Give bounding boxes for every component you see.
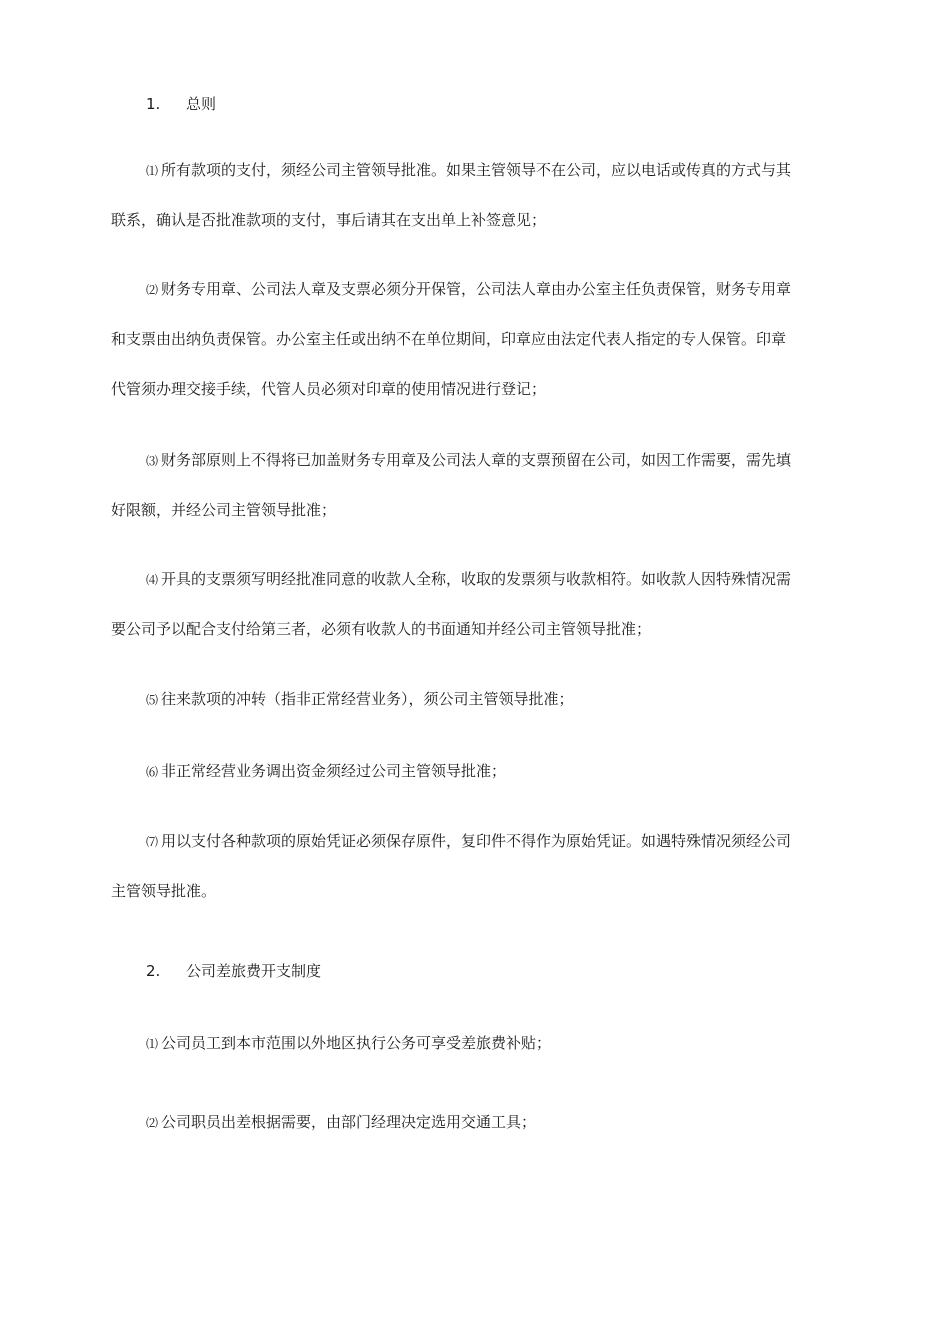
paragraph-line: 好限额，并经公司主管领导批准； <box>111 501 337 519</box>
line-text: 公司职员出差根据需要，由部门经理决定选用交通工具； <box>161 1113 537 1131</box>
item-marker: ⑶ <box>146 454 159 468</box>
paragraph-line <box>111 567 837 617</box>
item-marker: ⑷ <box>146 573 159 587</box>
section-title: 总则 <box>186 95 217 113</box>
paragraph-line <box>111 448 837 498</box>
item-marker: ⑹ <box>146 765 159 779</box>
paragraph-line <box>111 1110 837 1134</box>
item-marker: ⑺ <box>146 835 159 849</box>
paragraph-line: 主管领导批准。 <box>111 882 217 900</box>
line-text: 用以支付各种款项的原始凭证必须保存原件，复印件不得作为原始凭证。如遇特殊情况须经公司 <box>161 832 792 850</box>
line-text: 往来款项的冲转（指非正常经营业务），须公司主管领导批准； <box>161 690 574 708</box>
section-title: 公司差旅费开支制度 <box>186 962 322 980</box>
item-marker: ⑴ <box>146 1037 159 1051</box>
line-text: 非正常经营业务调出资金须经过公司主管领导批准； <box>161 762 507 780</box>
paragraph-line <box>111 1031 837 1055</box>
paragraph <box>111 1031 837 1055</box>
item-marker: ⑴ <box>146 164 159 178</box>
item-marker: ⑵ <box>146 1116 159 1130</box>
paragraph-line: 联系，确认是否批准款项的支付，事后请其在支出单上补签意见； <box>111 211 547 229</box>
paragraph <box>111 277 837 401</box>
line-text: 财务部原则上不得将已加盖财务专用章及公司法人章的支票预留在公司，如因工作需要，需先填 <box>161 451 792 469</box>
paragraph <box>111 829 837 903</box>
section-number: 2. <box>146 962 161 980</box>
line-text: 财务专用章、公司法人章及支票必须分开保管，公司法人章由办公室主任负责保管，财务专用章 <box>161 280 792 298</box>
section-heading <box>146 959 321 983</box>
paragraph-line: 和支票由出纳负责保管。办公室主任或出纳不在单位期间，印章应由法定代表人指定的专人保管。印章 <box>111 330 787 348</box>
paragraph-line <box>111 158 837 208</box>
paragraph-line: 要公司予以配合支付给第三者，必须有收款人的书面通知并经公司主管领导批准； <box>111 620 652 638</box>
paragraph <box>111 1110 837 1134</box>
paragraph <box>111 158 837 232</box>
paragraph <box>111 759 837 783</box>
paragraph-line: 代管须办理交接手续，代管人员必须对印章的使用情况进行登记； <box>111 380 547 398</box>
section-heading <box>146 92 216 116</box>
item-marker: ⑸ <box>146 693 159 707</box>
line-text: 公司员工到本市范围以外地区执行公务可享受差旅费补贴； <box>161 1034 552 1052</box>
paragraph-line <box>111 277 837 327</box>
line-text: 所有款项的支付，须经公司主管领导批准。如果主管领导不在公司，应以电话或传真的方式与其 <box>161 161 792 179</box>
paragraph-line <box>111 687 837 711</box>
paragraph <box>111 448 837 522</box>
paragraph <box>111 687 837 711</box>
line-text: 开具的支票须写明经批准同意的收款人全称，收取的发票须与收款相符。如收款人因特殊情况需 <box>161 570 792 588</box>
item-marker: ⑵ <box>146 283 159 297</box>
paragraph <box>111 567 837 641</box>
section-number: 1. <box>146 95 161 113</box>
paragraph-line <box>111 759 837 783</box>
paragraph-line <box>111 829 837 879</box>
